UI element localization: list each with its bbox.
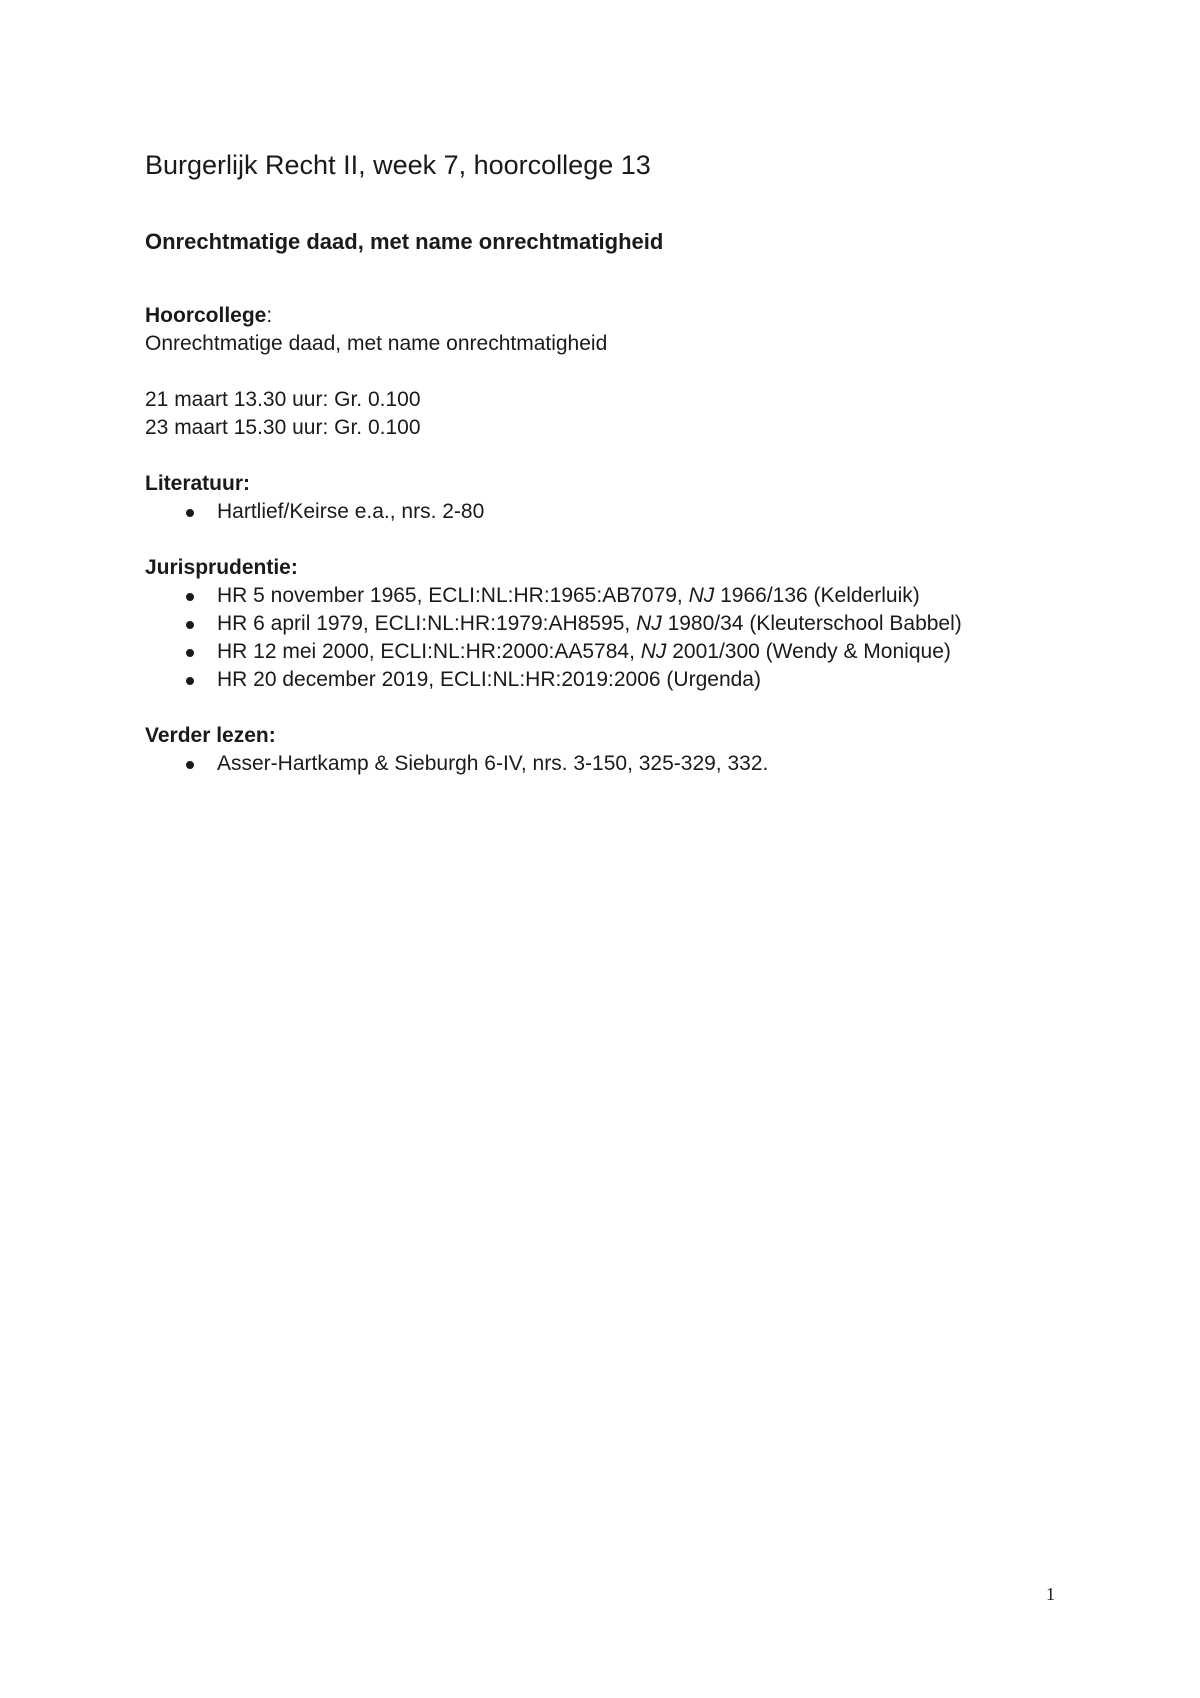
hoorcollege-topic: Onrechtmatige daad, met name onrechtmatigheid bbox=[145, 332, 608, 355]
page-number: 1 bbox=[1046, 1584, 1055, 1604]
hoorcollege-session: 23 maart 15.30 uur: Gr. 0.100 bbox=[145, 416, 421, 439]
hoorcollege-session: 21 maart 13.30 uur: Gr. 0.100 bbox=[145, 388, 421, 411]
verder-lezen-section bbox=[145, 722, 1085, 778]
document-content bbox=[145, 148, 1085, 778]
list-item: HR 20 december 2019, ECLI:NL:HR:2019:2006 (Urgenda) bbox=[145, 666, 1085, 694]
jurisprudentie-list bbox=[145, 582, 1085, 694]
literatuur-list bbox=[145, 498, 1085, 526]
literatuur-heading: Literatuur: bbox=[145, 472, 250, 495]
jurisprudentie-heading: Jurisprudentie: bbox=[145, 556, 298, 579]
document-subtitle: Onrechtmatige daad, met name onrechtmatigheid bbox=[145, 229, 664, 254]
list-item: Hartlief/Keirse e.a., nrs. 2-80 bbox=[145, 498, 1085, 526]
hoorcollege-heading: Hoorcollege: bbox=[145, 304, 273, 327]
bullet-icon bbox=[186, 761, 194, 769]
list-item: HR 12 mei 2000, ECLI:NL:HR:2000:AA5784, NJ 2001/300 (Wendy & Monique) bbox=[145, 638, 1085, 666]
list-item: Asser-Hartkamp & Sieburgh 6-IV, nrs. 3-150, 325-329, 332. bbox=[145, 750, 1085, 778]
bullet-icon bbox=[186, 621, 194, 629]
bullet-icon bbox=[186, 509, 194, 517]
verder-lezen-list bbox=[145, 750, 1085, 778]
literatuur-section bbox=[145, 470, 1085, 526]
bullet-icon bbox=[186, 593, 194, 601]
bullet-icon bbox=[186, 677, 194, 685]
hoorcollege-section bbox=[145, 302, 1085, 442]
verder-lezen-heading: Verder lezen: bbox=[145, 724, 276, 747]
document-title: Burgerlijk Recht II, week 7, hoorcollege 13 bbox=[145, 150, 651, 180]
bullet-icon bbox=[186, 649, 194, 657]
list-item: HR 5 november 1965, ECLI:NL:HR:1965:AB7079, NJ 1966/136 (Kelderluik) bbox=[145, 582, 1085, 610]
jurisprudentie-section bbox=[145, 554, 1085, 694]
list-item: HR 6 april 1979, ECLI:NL:HR:1979:AH8595, NJ 1980/34 (Kleuterschool Babbel) bbox=[145, 610, 1085, 638]
